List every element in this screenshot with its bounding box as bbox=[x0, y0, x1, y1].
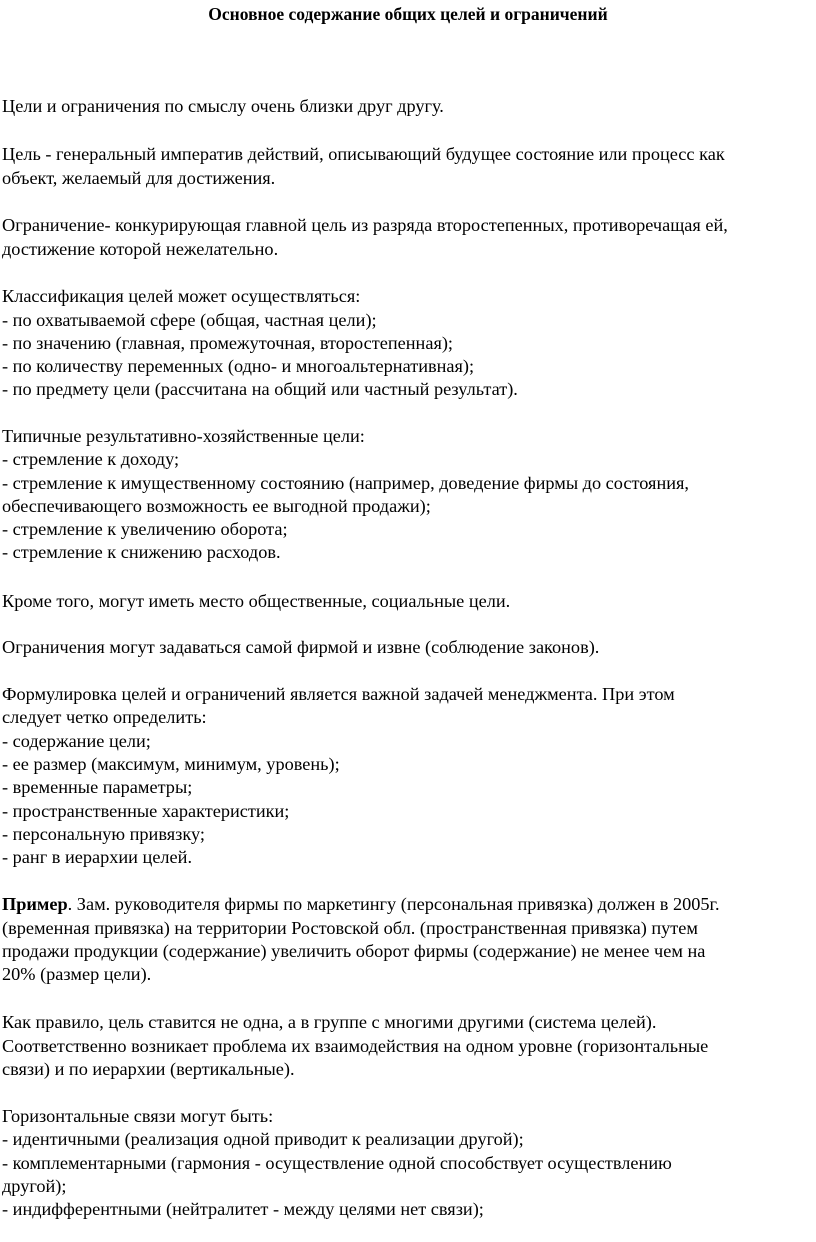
paragraph-line: Формулировка целей и ограничений является важной задачей менеджмента. При этом bbox=[2, 684, 675, 704]
paragraph-line: Типичные результативно-хозяйственные цели: bbox=[2, 426, 365, 446]
document-title: Основное содержание общих целей и ограничений bbox=[208, 4, 608, 24]
example-text: . Зам. руководителя фирмы по маркетингу (персональная привязка) должен в 2005г. bbox=[67, 894, 720, 914]
list-item: обеспечивающего возможность ее выгодной продажи); bbox=[2, 496, 431, 516]
paragraph-line: 20% (размер цели). bbox=[2, 964, 152, 984]
list-item: - по значению (главная, промежуточная, второстепенная); bbox=[2, 333, 454, 353]
list-item: другой); bbox=[2, 1176, 67, 1196]
paragraph-line: объект, желаемый для достижения. bbox=[2, 168, 276, 188]
paragraph-line: Цель - генеральный императив действий, описывающий будущее состояние или процесс как bbox=[2, 144, 725, 164]
list-item: - персональную привязку; bbox=[2, 824, 205, 844]
list-item: - содержание цели; bbox=[2, 731, 151, 751]
paragraph-line: Кроме того, могут иметь место общественные, социальные цели. bbox=[2, 591, 511, 611]
list-item: - временные параметры; bbox=[2, 777, 193, 797]
paragraph-line: Ограничение- конкурирующая главной цель из разряда второстепенных, противоречащая ей, bbox=[2, 215, 728, 235]
list-item: - стремление к имущественному состоянию (например, доведение фирмы до состояния, bbox=[2, 473, 690, 493]
list-item: - ранг в иерархии целей. bbox=[2, 847, 193, 867]
paragraph-line bbox=[2, 892, 720, 916]
list-item: - стремление к доходу; bbox=[2, 449, 180, 469]
paragraph-line: Соответственно возникает проблема их взаимодействия на одном уровне (горизонтальные bbox=[2, 1036, 709, 1056]
paragraph-line: (временная привязка) на территории Ростовской обл. (пространственная привязка) путем bbox=[2, 918, 698, 938]
paragraph-line: Как правило, цель ставится не одна, а в группе с многими другими (система целей). bbox=[2, 1012, 657, 1032]
list-item: - пространственные характеристики; bbox=[2, 801, 290, 821]
paragraph-line: Цели и ограничения по смыслу очень близки друг другу. bbox=[2, 96, 444, 116]
paragraph-line: связи) и по иерархии (вертикальные). bbox=[2, 1059, 295, 1079]
list-item: - стремление к снижению расходов. bbox=[2, 542, 281, 562]
paragraph-line: Классификация целей может осуществляться: bbox=[2, 286, 361, 306]
list-item: - ее размер (максимум, минимум, уровень); bbox=[2, 754, 340, 774]
list-item: - по предмету цели (рассчитана на общий или частный результат). bbox=[2, 379, 518, 399]
list-item: - идентичными (реализация одной приводит к реализации другой); bbox=[2, 1129, 524, 1149]
paragraph-line: продажи продукции (содержание) увеличить оборот фирмы (содержание) не менее чем на bbox=[2, 941, 706, 961]
list-item: - индифферентными (нейтралитет - между целями нет связи); bbox=[2, 1199, 484, 1219]
paragraph-line: Горизонтальные связи могут быть: bbox=[2, 1106, 274, 1126]
paragraph-line: Ограничения могут задаваться самой фирмой и извне (соблюдение законов). bbox=[2, 637, 600, 657]
list-item: - по охватываемой сфере (общая, частная цели); bbox=[2, 310, 377, 330]
paragraph-line: следует четко определить: bbox=[2, 707, 207, 727]
list-item: - стремление к увеличению оборота; bbox=[2, 519, 288, 539]
list-item: - комплементарными (гармония - осуществление одной способствует осуществлению bbox=[2, 1153, 672, 1173]
example-label: Пример bbox=[2, 894, 68, 914]
list-item: - по количеству переменных (одно- и многоальтернативная); bbox=[2, 356, 475, 376]
paragraph-line: достижение которой нежелательно. bbox=[2, 239, 279, 259]
